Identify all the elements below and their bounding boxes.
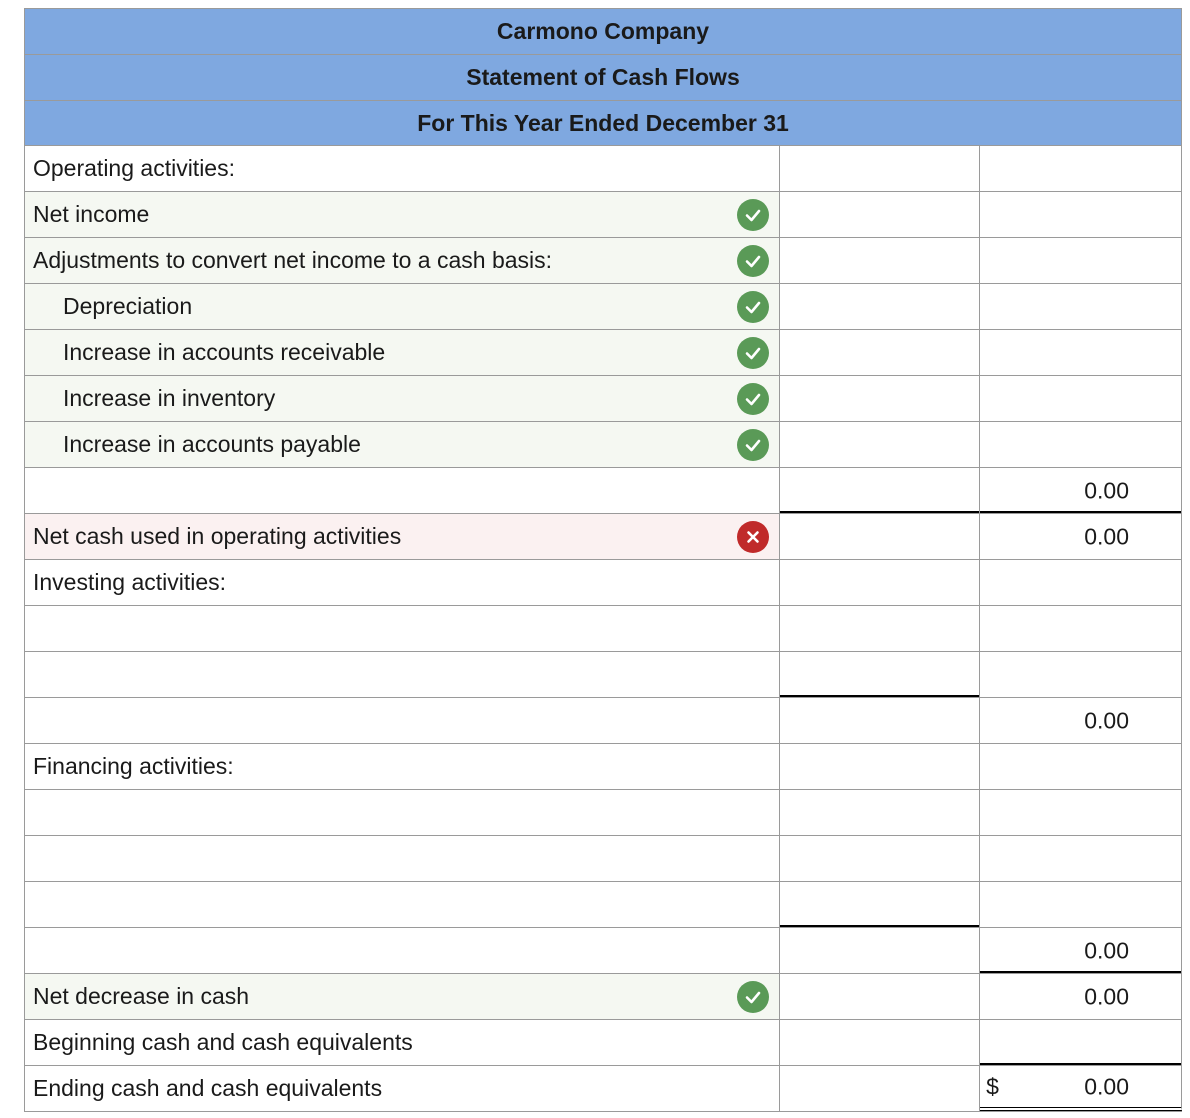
net-income-label: Net income xyxy=(33,201,150,227)
increase-ar-total-input[interactable] xyxy=(980,330,1182,375)
depreciation-total-input[interactable] xyxy=(980,284,1182,329)
beginning-cash-mid-input[interactable] xyxy=(780,1020,980,1065)
check-circle-icon xyxy=(737,199,769,231)
net-decrease-mid-input[interactable] xyxy=(780,974,980,1019)
row-investing-subtotal xyxy=(25,698,1182,744)
row-investing-item-1 xyxy=(25,606,1182,652)
financing-heading-label: Financing activities: xyxy=(25,744,780,789)
row-net-decrease xyxy=(25,974,1182,1020)
row-financing-item-1 xyxy=(25,790,1182,836)
operating-heading-right-input[interactable] xyxy=(980,146,1182,191)
row-increase-ap xyxy=(25,422,1182,468)
row-investing-heading xyxy=(25,560,1182,606)
financing-item-3-amount-input[interactable] xyxy=(780,882,980,927)
check-circle-icon xyxy=(737,981,769,1013)
check-circle-icon xyxy=(737,383,769,415)
financing-heading-right-input[interactable] xyxy=(980,744,1182,789)
increase-inventory-amount-input[interactable] xyxy=(780,376,980,421)
row-increase-inventory xyxy=(25,376,1182,422)
financing-subtotal-mid-input[interactable] xyxy=(780,928,980,973)
row-adjustments xyxy=(25,238,1182,284)
increase-ar-select[interactable] xyxy=(25,330,780,375)
financing-item-1-select[interactable] xyxy=(25,790,780,835)
increase-ap-label: Increase in accounts payable xyxy=(63,431,361,457)
check-circle-icon xyxy=(737,291,769,323)
beginning-cash-amount-input[interactable] xyxy=(980,1020,1182,1065)
net-decrease-select[interactable] xyxy=(25,974,780,1019)
financing-subtotal-cell xyxy=(980,928,1182,973)
financing-subtotal-value: 0.00 xyxy=(1084,937,1129,963)
operating-heading-label: Operating activities: xyxy=(25,146,780,191)
financing-item-1-amount-input[interactable] xyxy=(780,790,980,835)
depreciation-amount-input[interactable] xyxy=(780,284,980,329)
financing-heading-mid-input[interactable] xyxy=(780,744,980,789)
check-circle-icon xyxy=(737,245,769,277)
investing-subtotal-cell xyxy=(980,698,1182,743)
depreciation-select[interactable] xyxy=(25,284,780,329)
row-financing-heading xyxy=(25,744,1182,790)
net-cash-operating-mid-input[interactable] xyxy=(780,514,980,559)
statement-title: Statement of Cash Flows xyxy=(25,54,1182,100)
operating-subtotal-cell xyxy=(980,468,1182,513)
net-decrease-value: 0.00 xyxy=(1084,983,1129,1009)
operating-subtotal-value: 0.00 xyxy=(1084,477,1129,503)
increase-ap-amount-input[interactable] xyxy=(780,422,980,467)
investing-subtotal-mid-input[interactable] xyxy=(780,698,980,743)
operating-subtotal-mid-input[interactable] xyxy=(780,468,980,513)
financing-item-2-total-input[interactable] xyxy=(980,836,1182,881)
increase-ap-select[interactable] xyxy=(25,422,780,467)
financing-subtotal-select[interactable] xyxy=(25,928,780,973)
investing-item-1-amount-input[interactable] xyxy=(780,606,980,651)
financing-item-1-total-input[interactable] xyxy=(980,790,1182,835)
statement-period: For This Year Ended December 31 xyxy=(25,100,1182,146)
row-operating-subtotal xyxy=(25,468,1182,514)
row-operating-heading xyxy=(25,146,1182,192)
investing-item-1-total-input[interactable] xyxy=(980,606,1182,651)
row-increase-ar xyxy=(25,330,1182,376)
net-cash-operating-cell xyxy=(980,514,1182,559)
adjustments-amount-input[interactable] xyxy=(780,238,980,283)
increase-inventory-select[interactable] xyxy=(25,376,780,421)
row-depreciation xyxy=(25,284,1182,330)
investing-heading-mid-input[interactable] xyxy=(780,560,980,605)
increase-ap-total-input[interactable] xyxy=(980,422,1182,467)
net-cash-operating-label: Net cash used in operating activities xyxy=(33,523,402,549)
cash-flow-statement xyxy=(24,8,1182,1112)
company-name: Carmono Company xyxy=(25,8,1182,54)
x-circle-icon xyxy=(737,521,769,553)
row-financing-item-2 xyxy=(25,836,1182,882)
investing-subtotal-value: 0.00 xyxy=(1084,707,1129,733)
adjustments-label: Adjustments to convert net income to a cash basis: xyxy=(33,247,553,273)
net-cash-operating-select[interactable] xyxy=(25,514,780,559)
investing-subtotal-select[interactable] xyxy=(25,698,780,743)
depreciation-label: Depreciation xyxy=(63,293,193,319)
increase-inventory-label: Increase in inventory xyxy=(63,385,276,411)
adjustments-total-input[interactable] xyxy=(980,238,1182,283)
investing-item-1-select[interactable] xyxy=(25,606,780,651)
row-financing-subtotal xyxy=(25,928,1182,974)
row-financing-item-3 xyxy=(25,882,1182,928)
investing-item-2-select[interactable] xyxy=(25,652,780,697)
row-investing-item-2 xyxy=(25,652,1182,698)
ending-cash-value: 0.00 xyxy=(1084,1073,1129,1099)
ending-cash-label: Ending cash and cash equivalents xyxy=(25,1066,780,1111)
net-decrease-cell xyxy=(980,974,1182,1019)
net-cash-operating-value: 0.00 xyxy=(1084,523,1129,549)
operating-heading-mid-input[interactable] xyxy=(780,146,980,191)
net-income-total-input[interactable] xyxy=(980,192,1182,237)
net-income-amount-input[interactable] xyxy=(780,192,980,237)
investing-heading-right-input[interactable] xyxy=(980,560,1182,605)
check-circle-icon xyxy=(737,429,769,461)
adjustments-select[interactable] xyxy=(25,238,780,283)
row-net-income xyxy=(25,192,1182,238)
investing-item-2-amount-input[interactable] xyxy=(780,652,980,697)
operating-subtotal-select[interactable] xyxy=(25,468,780,513)
increase-ar-label: Increase in accounts receivable xyxy=(63,339,386,365)
increase-inventory-total-input[interactable] xyxy=(980,376,1182,421)
row-ending-cash xyxy=(25,1066,1182,1112)
currency-symbol: $ xyxy=(986,1073,999,1099)
net-decrease-label: Net decrease in cash xyxy=(33,983,250,1009)
check-circle-icon xyxy=(737,337,769,369)
row-beginning-cash xyxy=(25,1020,1182,1066)
beginning-cash-label: Beginning cash and cash equivalents xyxy=(25,1020,780,1065)
ending-cash-cell xyxy=(980,1066,1182,1111)
financing-item-2-amount-input[interactable] xyxy=(780,836,980,881)
financing-item-2-select[interactable] xyxy=(25,836,780,881)
increase-ar-amount-input[interactable] xyxy=(780,330,980,375)
row-net-cash-operating xyxy=(25,514,1182,560)
financing-item-3-total-input[interactable] xyxy=(980,882,1182,927)
financing-item-3-select[interactable] xyxy=(25,882,780,927)
ending-cash-mid-input[interactable] xyxy=(780,1066,980,1111)
investing-heading-label: Investing activities: xyxy=(25,560,780,605)
net-income-select[interactable] xyxy=(25,192,780,237)
investing-item-2-total-input[interactable] xyxy=(980,652,1182,697)
